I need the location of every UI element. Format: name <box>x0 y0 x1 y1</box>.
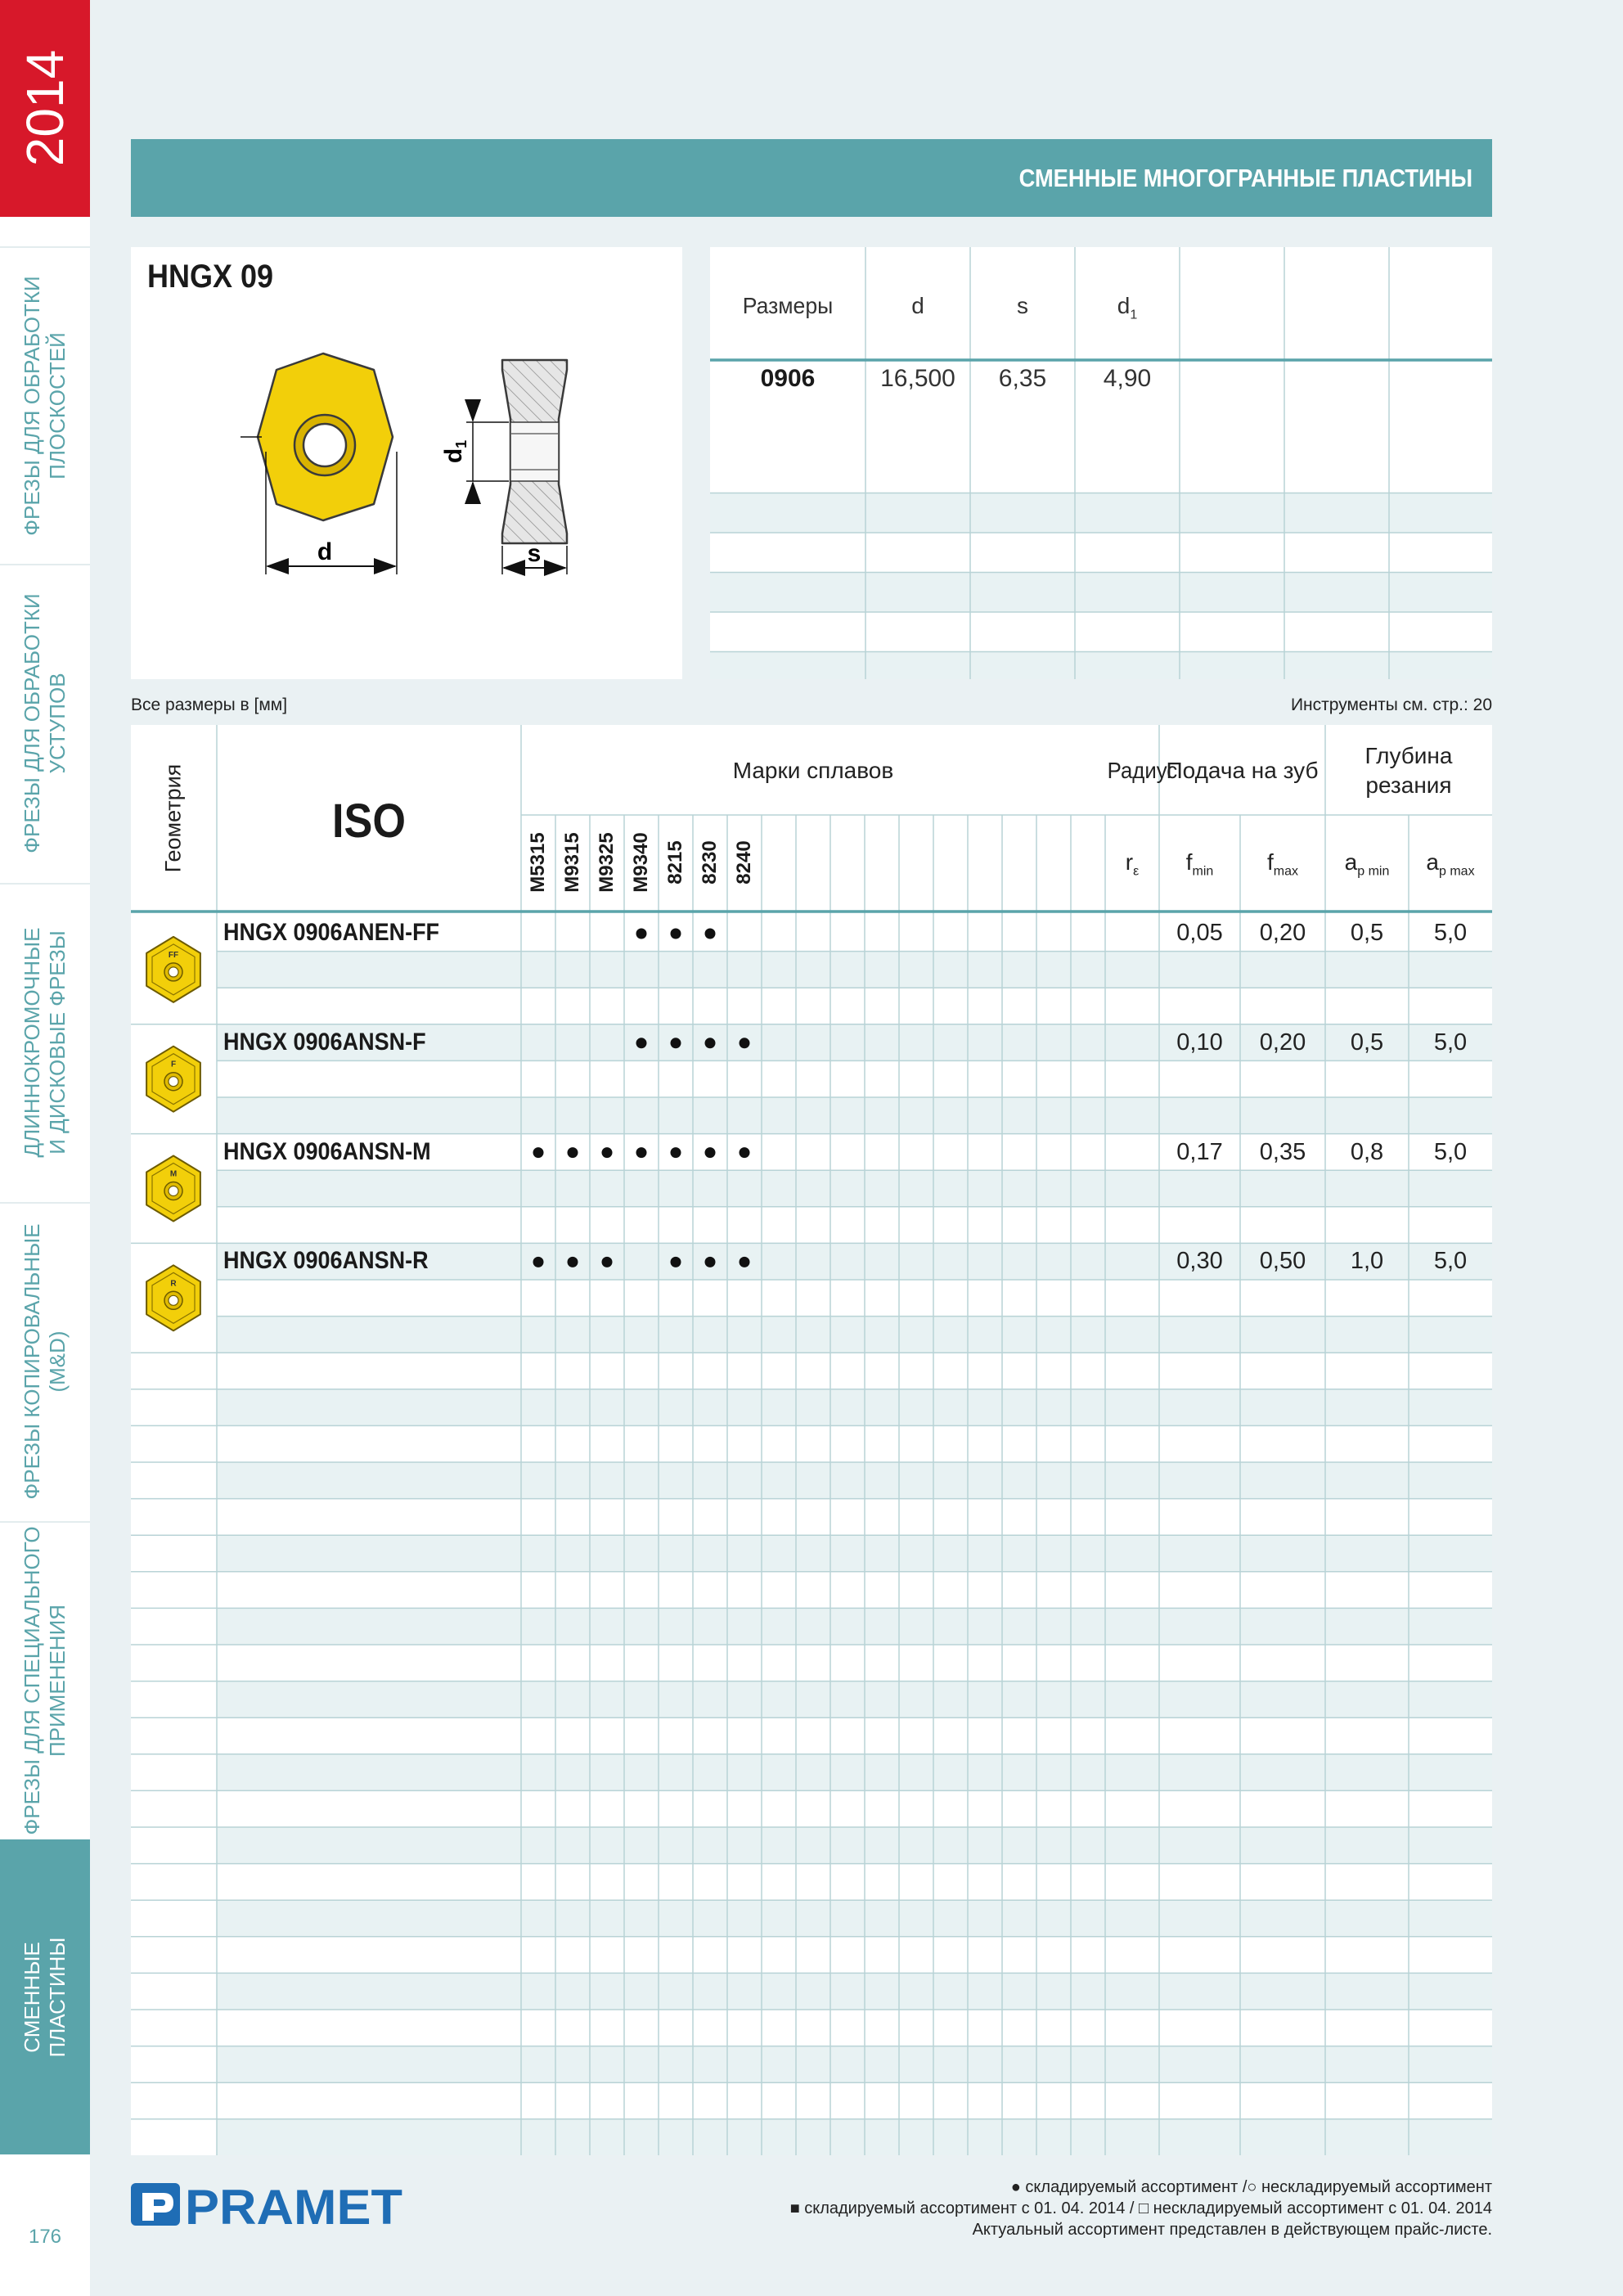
product-code: HNGX 0906ANSN-F <box>223 1028 426 1056</box>
sidebar-section-label: ДЛИННОКРОМОЧНЫЕ И ДИСКОВЫЕ ФРЕЗЫ <box>20 927 70 1158</box>
sidebar-section-2[interactable] <box>0 565 90 882</box>
header-feed: Подача на зуб <box>1166 758 1319 783</box>
pramet-logo <box>131 2177 409 2234</box>
sidebar-section-label: ФРЕЗЫ ДЛЯ ОБРАБОТКИ ПЛОСКОСТЕЙ <box>20 276 70 536</box>
sidebar-section-label: СМЕННЫЕ ПЛАСТИНЫ <box>20 1937 70 2057</box>
geometry-label: FF <box>168 950 179 960</box>
value-fmax: 0,20 <box>1259 1029 1306 1056</box>
insert-drawing-panel <box>131 247 682 679</box>
insert-drawing <box>131 247 682 679</box>
dimensions-table <box>710 247 1492 679</box>
sidebar-section-3[interactable] <box>0 884 90 1201</box>
value-fmax: 0,20 <box>1259 920 1306 946</box>
stock-dot <box>636 929 647 939</box>
sidebar-divider <box>0 246 90 248</box>
header-grades: Марки сплавов <box>732 758 894 783</box>
value-apmin: 0,8 <box>1350 1138 1384 1165</box>
product-code: HNGX 0906ANSN-M <box>223 1137 431 1165</box>
sidebar-divider <box>0 1521 90 1523</box>
geometry-insert-icon <box>146 1156 200 1222</box>
header-iso: ISO <box>332 795 406 848</box>
grade-header: M9340 <box>630 832 652 893</box>
dim-s-label: s <box>527 540 542 567</box>
stock-dot <box>740 1038 750 1048</box>
grades-table <box>131 725 1492 2155</box>
value-apmax: 5,0 <box>1433 920 1468 946</box>
header-apmin <box>1325 849 1409 880</box>
header-depth: Глубина резания <box>1364 743 1453 798</box>
value-fmax: 0,35 <box>1259 1138 1306 1165</box>
year-tab <box>0 0 90 217</box>
insert-title: HNGX 09 <box>147 259 274 295</box>
stock-dot <box>740 1257 750 1267</box>
grade-header: M9325 <box>596 832 618 893</box>
sidebar-divider <box>0 564 90 565</box>
sidebar-section-label: ФРЕЗЫ ДЛЯ ОБРАБОТКИ УСТУПОВ <box>20 593 70 853</box>
value-fmin: 0,05 <box>1176 920 1223 946</box>
grade-header: 8240 <box>733 840 755 885</box>
stock-dot <box>671 929 681 939</box>
header-fmax-sym: f <box>1266 849 1274 875</box>
geometry-label: F <box>170 1060 177 1069</box>
header-fmin-sub: min <box>1192 864 1214 879</box>
header-fmax <box>1240 849 1325 880</box>
section-title: СМЕННЫЕ МНОГОГРАННЫЕ ПЛАСТИНЫ <box>1018 164 1472 192</box>
header-fmax-sub: max <box>1273 864 1298 879</box>
header-apmax-sub: p max <box>1439 864 1475 879</box>
stock-dot <box>705 1038 716 1048</box>
dims-header-d1 <box>1075 293 1180 323</box>
dims-header-s: s <box>1017 293 1028 318</box>
header-r-sub: ε <box>1133 864 1140 879</box>
insert-front-view <box>241 353 397 574</box>
dims-header-d: d <box>911 293 924 318</box>
sidebar-section-label: ФРЕЗЫ КОПИРОВАЛЬНЫЕ (M&D) <box>20 1223 70 1500</box>
legend-line-1: ● складируемый ассортимент /○ нескладируемый ассортимент <box>1010 2178 1492 2196</box>
header-apmin-sym: a <box>1344 849 1358 875</box>
value-fmax: 0,50 <box>1259 1248 1306 1275</box>
sidebar-section-5[interactable] <box>0 1522 90 1839</box>
header-apmax-sym: a <box>1426 849 1439 875</box>
sidebar-section-1[interactable] <box>0 247 90 565</box>
year-label: 2014 <box>16 49 74 167</box>
stock-dot <box>636 1038 647 1048</box>
product-code: HNGX 0906ANSN-R <box>223 1247 429 1275</box>
header-r-sym: r <box>1125 849 1134 875</box>
header-geometry: Геометрия <box>160 763 186 873</box>
value-apmax: 5,0 <box>1433 1138 1468 1165</box>
value-apmin: 1,0 <box>1350 1248 1384 1275</box>
stock-dot <box>740 1147 750 1158</box>
geometry-label: M <box>169 1169 178 1179</box>
stock-dot <box>705 1147 716 1158</box>
value-apmax: 5,0 <box>1433 1029 1468 1056</box>
stock-dot <box>705 929 716 939</box>
legend-line-2: ■ складируемый ассортимент с 01. 04. 2014 / □ нескладируемый ассортимент с 01. 04. 2014 <box>789 2199 1492 2217</box>
dims-header-d1-sub: 1 <box>1130 308 1138 322</box>
stock-dot <box>533 1147 544 1158</box>
insert-side-view <box>440 360 567 574</box>
value-fmin: 0,10 <box>1176 1029 1223 1056</box>
header-fmin-sym: f <box>1185 849 1193 875</box>
svg-text:PRAMET: PRAMET <box>185 2180 402 2234</box>
dim-d1-label: $d_1$ <box>440 439 470 464</box>
header-radius: Радиус <box>1107 758 1178 783</box>
product-code: HNGX 0906ANEN-FF <box>223 919 440 946</box>
section-header-bar <box>131 139 1492 217</box>
grade-header: M9315 <box>561 832 583 893</box>
stock-dot <box>705 1257 716 1267</box>
stock-dot <box>602 1147 613 1158</box>
header-r <box>1105 849 1159 880</box>
geometry-insert-icon <box>146 1047 200 1112</box>
geometry-label: R <box>170 1279 177 1289</box>
stock-dot <box>671 1257 681 1267</box>
sidebar-section-label: ФРЕЗЫ ДЛЯ СПЕЦИАЛЬНОГО ПРИМЕНЕНИЯ <box>20 1526 70 1835</box>
tools-reference: Инструменты см. стр.: 20 <box>1290 696 1492 714</box>
grade-header: 8215 <box>664 840 686 885</box>
stock-dot <box>533 1257 544 1267</box>
dims-header-size: Размеры <box>742 293 834 318</box>
value-apmin: 0,5 <box>1350 920 1384 946</box>
value-apmax: 5,0 <box>1433 1248 1468 1275</box>
dims-row-d1: 4,90 <box>1103 365 1152 392</box>
stock-dot <box>671 1038 681 1048</box>
header-fmin <box>1159 849 1240 880</box>
stock-dot <box>602 1257 613 1267</box>
header-apmax <box>1409 849 1492 880</box>
dims-row-s: 6,35 <box>998 365 1047 392</box>
stock-dot <box>636 1147 647 1158</box>
sidebar-section-4[interactable] <box>0 1203 90 1520</box>
grade-header: M5315 <box>527 832 549 893</box>
value-apmin: 0,5 <box>1350 1029 1384 1056</box>
stock-dot <box>568 1257 578 1267</box>
geometry-insert-icon <box>146 1265 200 1330</box>
value-fmin: 0,17 <box>1176 1138 1223 1165</box>
page-number: 176 <box>28 2226 62 2248</box>
dims-row-size: 0906 <box>760 365 816 392</box>
sidebar-divider <box>0 883 90 885</box>
header-apmin-sub: p min <box>1357 864 1390 879</box>
sidebar-divider <box>0 1202 90 1204</box>
stock-dot <box>568 1147 578 1158</box>
dim-d-label: d <box>317 538 333 565</box>
geometry-insert-icon <box>146 937 200 1002</box>
dims-header-d1-sym: d <box>1117 293 1131 318</box>
sidebar-section-6[interactable] <box>0 1839 90 2154</box>
value-fmin: 0,30 <box>1176 1248 1223 1275</box>
units-note: Все размеры в [мм] <box>131 696 288 714</box>
legend-line-3: Актуальный ассортимент представлен в действующем прайс-листе. <box>972 2221 1492 2239</box>
grade-header: 8230 <box>699 840 721 885</box>
dims-row-d: 16,500 <box>880 365 955 392</box>
header-geometry-cell <box>131 725 217 912</box>
stock-dot <box>671 1147 681 1158</box>
